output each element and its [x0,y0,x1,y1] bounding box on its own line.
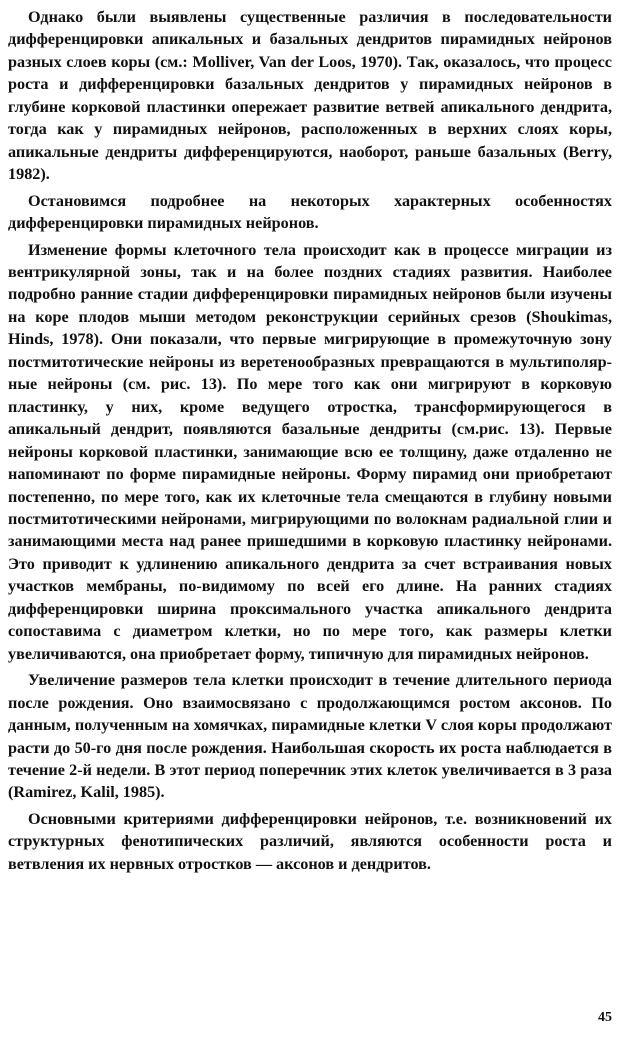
page-number: 45 [598,1010,612,1025]
paragraph-5: Основными критериями дифференцировки нейронов, т.е. возникновений их структурных фенотипических различий, являются особенности роста и ветвления их нервных отростков — аксонов и дендритов. [8,809,612,873]
paragraph-3: Изменение формы клеточного тела происходит как в процессе миграции из вентрикулярной зоны, так и на более поздних стадиях развития. Наиболее подробно ранние стадии дифференцировки пирамидных нейронов были изучены на коре плодов мыши методом реконструкции серийных срезов (Shoukimas, Hinds, 1978). Они показали, что первые мигрирующие в промежуточную зону постмитотические нейроны из веретенообразных превращаются в мультиполярные нейроны (см. рис. 13). По мере того как они мигрируют в корковую пластинку, у них, кроме ведущего отростка, трансформирующегося в апикальный дендрит, появляются базальные дендриты (см.рис. 13). Первые нейроны корковой пластинки, занимающие всю ее толщину, даже отдаленно не напоминают по форме пирамидные нейроны. Форму пирамид они приобретают постепенно, по мере того, как их клеточные тела смещаются в глубину новыми постмитотическими нейронами, мигрирующими по волокнам радиальной глии и занимающими места над ранее пришедшими в корковую пластинку нейронами. Это приводит к удлинению апикального дендрита за счет встраивания новых участков мембраны, по-видимому по всей его длине. На ранних стадиях дифференцировки ширина проксимального участка апикального дендрита сопоставима с диаметром клетки, но по мере того, как размеры клетки увеличиваются, она приобретает форму, типичную для пирамидных нейронов. [8,240,612,663]
paragraph-2: Остановимся подробнее на некоторых характерных особенностях дифференцировки пирамидных нейронов. [8,191,612,233]
paragraph-4: Увеличение размеров тела клетки происходит в течение длительного периода после рождения. Оно взаимосвязано с продолжающимся ростом аксонов. По данным, полученным на хомячках, пирамидные клетки V слоя коры продолжают расти до 50-го дня после рождения. Наибольшая скорость их роста наблюдается в течение 2-й недели. В этот период поперечник этих клеток увеличивается в 3 раза (Ramirez, Kalil, 1985). [8,671,612,802]
paragraph-1: Однако были выявлены существенные различия в последовательности дифференцировки апикальных и базальных дендритов пирамидных нейронов разных слоев коры (см.: Molliver, Van der Loos, 1970). Так, оказалось, что процесс роста и дифференцировки базальных дендритов у пирамидных нейронов в глубине корковой пластинки опережает развитие ветвей апикального дендрита, тогда как у пирамидных нейронов, расположенных в верхних слоях коры, апикальные дендриты дифференцируются, наоборот, раньше базальных (Berry, 1982). [8,8,612,184]
